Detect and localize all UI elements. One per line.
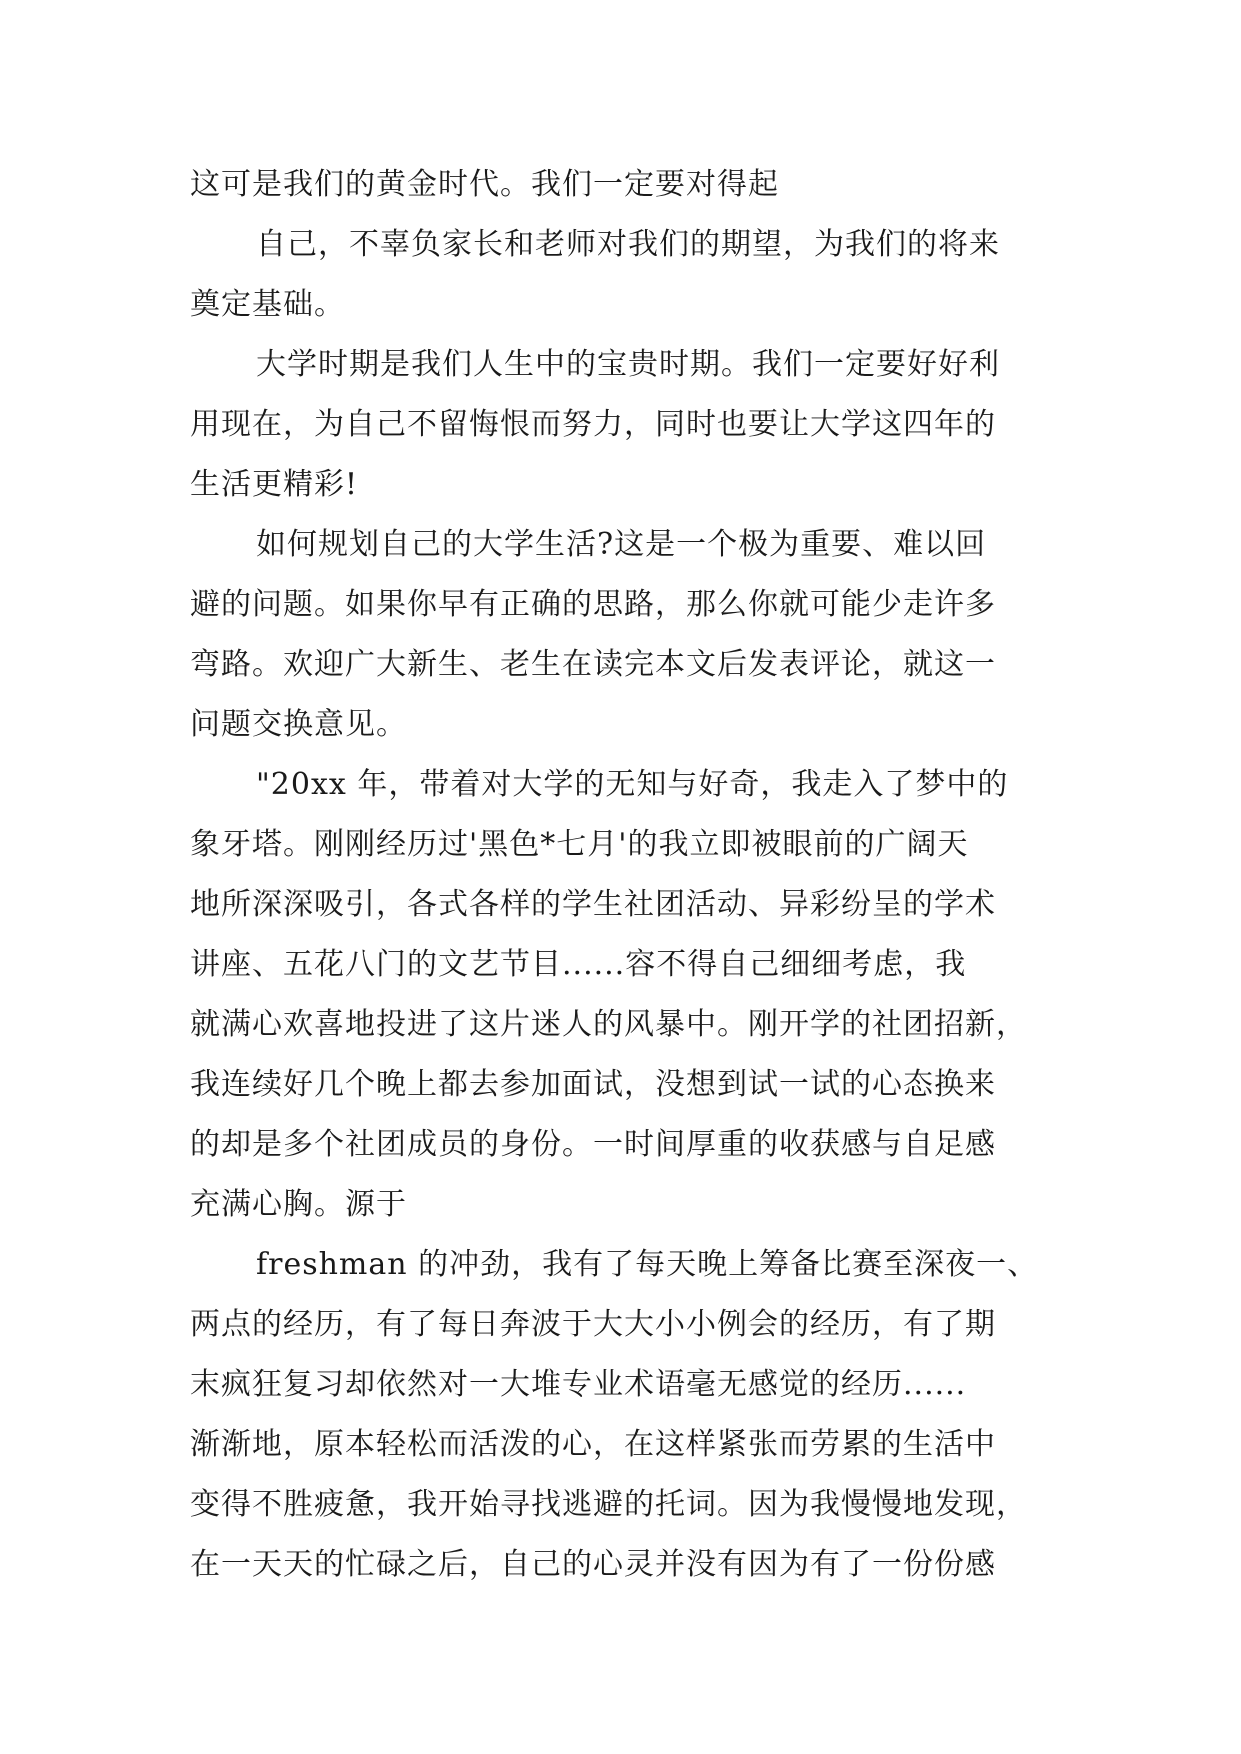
text-line: 渐渐地，原本轻松而活泼的心，在这样紧张而劳累的生活中 — [190, 1427, 996, 1462]
text-line: 的却是多个社团成员的身份。一时间厚重的收获感与自足感 — [190, 1127, 996, 1162]
text-line: 讲座、五花八门的文艺节目......容不得自己细细考虑，我 — [190, 947, 967, 982]
text-line: 地所深深吸引，各式各样的学生社团活动、异彩纷呈的学术 — [190, 887, 996, 922]
text-line: 奠定基础。 — [190, 287, 345, 322]
text-line: 充满心胸。源于 — [190, 1187, 407, 1222]
text-line: freshman 的冲劲，我有了每天晚上筹备比赛至深夜一、 — [256, 1247, 1039, 1282]
text-line: 象牙塔。刚刚经历过'黑色*七月'的我立即被眼前的广阔天 — [190, 827, 969, 862]
text-line: 两点的经历，有了每日奔波于大大小小例会的经历，有了期 — [190, 1307, 996, 1342]
text-line: 这可是我们的黄金时代。我们一定要对得起 — [190, 167, 779, 202]
text-line: 避的问题。如果你早有正确的思路，那么你就可能少走许多 — [190, 587, 996, 622]
text-line: 就满心欢喜地投进了这片迷人的风暴中。刚开学的社团招新， — [190, 1007, 1027, 1042]
text-line: 问题交换意见。 — [190, 707, 407, 742]
text-line: 末疯狂复习却依然对一大堆专业术语毫无感觉的经历...... — [190, 1367, 967, 1402]
text-line: 如何规划自己的大学生活?这是一个极为重要、难以回 — [256, 527, 987, 562]
text-line: 自己，不辜负家长和老师对我们的期望，为我们的将来 — [256, 227, 1000, 262]
text-line: 我连续好几个晚上都去参加面试，没想到试一试的心态换来 — [190, 1067, 996, 1102]
text-line: 生活更精彩! — [190, 467, 359, 502]
document-body — [190, 155, 1050, 1595]
text-line: 弯路。欢迎广大新生、老生在读完本文后发表评论，就这一 — [190, 647, 996, 682]
text-line: "20xx 年，带着对大学的无知与好奇，我走入了梦中的 — [256, 767, 1009, 802]
text-line: 变得不胜疲惫，我开始寻找逃避的托词。因为我慢慢地发现， — [190, 1487, 1027, 1522]
text-line: 在一天天的忙碌之后，自己的心灵并没有因为有了一份份感 — [190, 1547, 996, 1582]
text-line: 用现在，为自己不留悔恨而努力，同时也要让大学这四年的 — [190, 407, 996, 442]
text-line: 大学时期是我们人生中的宝贵时期。我们一定要好好利 — [256, 347, 1000, 382]
